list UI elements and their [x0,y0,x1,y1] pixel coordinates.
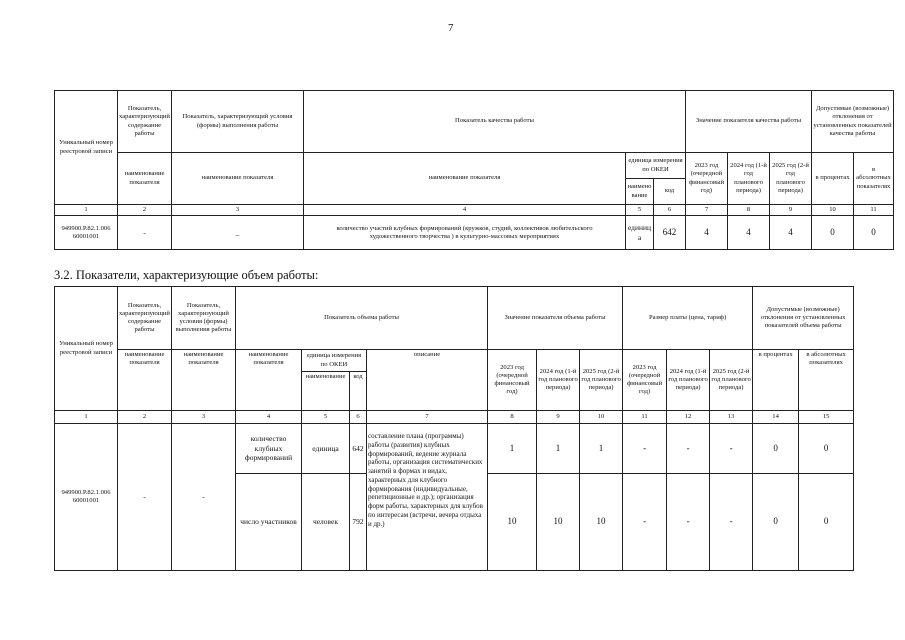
column-number: 14 [753,411,799,424]
content-value: - [118,216,172,250]
header-year-2023: 2023 год (очередной финансовый год) [488,350,537,411]
fee-2023: - [623,474,667,571]
column-number: 7 [367,411,488,424]
deviation-absolute: 0 [799,474,854,571]
indicator-name: количество клубных формирований [236,424,302,474]
header-values: Значение показателя качества работы [686,91,812,153]
content-value: - [118,424,172,571]
deviation-percent: 0 [753,474,799,571]
header-year-2025: 2025 год (2-й год планового периода) [770,153,812,205]
column-number: 5 [626,205,654,216]
unit-code: 642 [350,424,367,474]
header-year-2025: 2025 год (2-й год планового периода) [580,350,623,411]
fee-2023: - [623,424,667,474]
column-number: 8 [728,205,770,216]
header-deviation: Допустимые (возможные) отклонения от установленных показателей качества работы [812,91,894,153]
header-description: описание [367,350,488,411]
value-2023: 10 [488,474,537,571]
registry-id: 949900.Р.82.1.006 60001001 [55,216,118,250]
value-2023: 1 [488,424,537,474]
header-values: Значение показателя объема работы [488,287,623,350]
header-unit-code: код [350,372,367,411]
page-number: 7 [448,22,454,34]
fee-2025: - [710,424,753,474]
value-2023: 4 [686,216,728,250]
column-number: 1 [55,205,118,216]
unit-name: единица [302,424,350,474]
column-number: 10 [812,205,854,216]
header-deviation: Допустимые (возможные) отклонения от установленных показателей объема работы [753,287,854,350]
header-content: Показатель, характеризующий содержание работы [118,287,172,350]
header-name-1: наименование показателя [118,153,172,205]
unit-code: 792 [350,474,367,571]
value-2025: 1 [580,424,623,474]
header-unit: единица измерения по ОКЕИ [302,350,367,372]
column-number: 7 [686,205,728,216]
quality-table [54,90,894,250]
unit-name: человек [302,474,350,571]
header-unique-number: Уникальный номер реестровой записи [55,287,118,411]
volume-table [54,286,854,571]
header-fee-2025: 2025 год (2-й год планового периода) [710,350,753,411]
deviation-percent: 0 [753,424,799,474]
indicator-name: число участников [236,474,302,571]
fee-2024: - [667,424,710,474]
column-number: 12 [667,411,710,424]
header-fee-2024: 2024 год (1-й год планового периода) [667,350,710,411]
column-number: 8 [488,411,537,424]
header-year-2024: 2024 год (1-й год планового периода) [537,350,580,411]
deviation-absolute: 0 [854,216,894,250]
header-conditions: Показатель, характеризующий условия (формы) выполнения работы [172,91,304,153]
column-number: 13 [710,411,753,424]
column-number: 15 [799,411,854,424]
header-percent: в процентах [753,350,799,411]
deviation-absolute: 0 [799,424,854,474]
section-title: 3.2. Показатели, характеризующие объем работы: [54,268,319,282]
column-number: 3 [172,411,236,424]
header-absolute: в абсолютных показателях [854,153,894,205]
column-number: 6 [350,411,367,424]
column-number: 9 [537,411,580,424]
conditions-value: - [172,424,236,571]
deviation-percent: 0 [812,216,854,250]
value-2025: 10 [580,474,623,571]
header-name-2: наименование показателя [172,153,304,205]
header-fee-2023: 2023 год (очередной финансовый год) [623,350,667,411]
header-name-1: наименование показателя [118,350,172,411]
header-name-3: наименование показателя [236,350,302,411]
column-number: 4 [304,205,626,216]
conditions-value: _ [172,216,304,250]
header-year-2023: 2023 год (очередной финансовый год) [686,153,728,205]
column-number: 6 [654,205,686,216]
column-number: 9 [770,205,812,216]
value-2024: 4 [728,216,770,250]
column-number: 2 [118,205,172,216]
header-absolute: в абсолютных показателях [799,350,854,411]
header-volume: Показатель объема работы [236,287,488,350]
indicator-name: количество участий клубных формирований (кружков, студий, коллективов любительского художественного творчества ) в культурно-массовых мероприятиях [304,216,626,250]
header-unit-code: код [654,179,686,205]
value-2024: 1 [537,424,580,474]
header-unique-number: Уникальный номер реестровой записи [55,91,118,205]
header-unit-name: наименование [626,179,654,205]
column-number: 10 [580,411,623,424]
header-quality: Показатель качества работы [304,91,686,153]
header-year-2024: 2024 год (1-й год планового периода) [728,153,770,205]
header-name-2: наименование показателя [172,350,236,411]
unit-code: 642 [654,216,686,250]
value-2024: 10 [537,474,580,571]
fee-2025: - [710,474,753,571]
value-2025: 4 [770,216,812,250]
column-number: 4 [236,411,302,424]
fee-2024: - [667,474,710,571]
header-percent: в процентах [812,153,854,205]
header-unit-name: наименование [302,372,350,411]
column-number: 2 [118,411,172,424]
header-fee: Размер платы (цена, тариф) [623,287,753,350]
registry-id: 949900.Р.82.1.006 60001001 [55,424,118,571]
header-conditions: Показатель, характеризующий условия (формы) выполнения работы [172,287,236,350]
column-number: 3 [172,205,304,216]
column-number: 1 [55,411,118,424]
header-content: Показатель, характеризующий содержание работы [118,91,172,153]
header-unit: единица измерения по ОКЕИ [626,153,686,179]
header-name-3: наименование показателя [304,153,626,205]
column-number: 5 [302,411,350,424]
column-number: 11 [623,411,667,424]
unit-name: единица [626,216,654,250]
work-description: составление плана (программы) работы (развития) клубных формирований, ведение журнала работы, организация систематических занятий в формах и видах, характерных для клубного формирования (индивидуальные, репетиционные и др.); организация форм работы, характерных для клубов по интересам (встречи, вечера отдыха и др.) [367,424,488,571]
column-number: 11 [854,205,894,216]
